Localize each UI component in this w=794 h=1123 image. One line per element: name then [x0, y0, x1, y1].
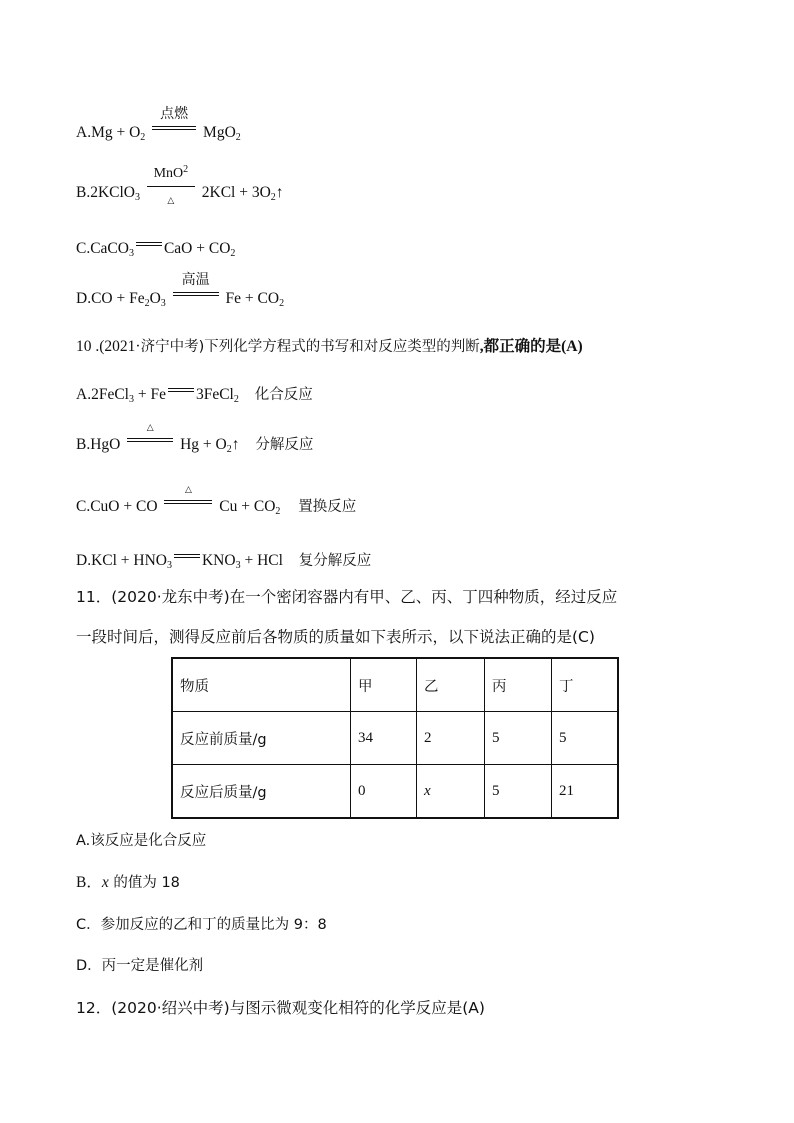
reaction-arrow: MnO$^2$ △: [147, 177, 195, 197]
table-row: 反应前质量/g 34 2 5 5: [172, 712, 618, 765]
option-9a: $A.Mg + O_2$ 点燃 MgO$_2$: [76, 106, 241, 143]
reaction-arrow: 点燃: [152, 117, 196, 137]
option-11c: C．参加反应的乙和丁的质量比为 9：8: [76, 917, 327, 933]
mass-table: [171, 657, 619, 819]
reaction-arrow: 高温: [173, 283, 219, 303]
option-10b: B.HgO △ $Hg + O_2↑$ 分解反应: [76, 423, 314, 455]
table-row: 反应后质量/g 0 x 5 21: [172, 765, 618, 819]
question-12-stem: 12．(2020·绍兴中考)与图示微观变化相符的化学反应是(A): [76, 999, 485, 1017]
option-10c: C.CuO + CO △ $Cu + CO_2$ 置换反应: [76, 485, 357, 517]
reaction-equals: [136, 233, 162, 253]
option-9b: B.2KClO$_3$ MnO$^2$ △ $2KCl + 3O_2↑$: [76, 164, 284, 206]
option-9c: C.CaCO$_3$ CaO + $CO_2$: [76, 233, 235, 259]
reaction-equals: [174, 545, 200, 565]
question-10-stem: 10 .(2021·济宁中考)下列化学方程式的书写和对反应类型的判断,都正确的是(A): [76, 338, 583, 355]
option-11a: A.该反应是化合反应: [76, 833, 207, 849]
option-10a: A.2FeCl$_3$ + Fe 3FeCl$_2$ 化合反应: [76, 379, 313, 405]
option-10d: $D.KCl + HNO_3$ $KNO_3$ + HCl 复分解反应: [76, 545, 371, 571]
reaction-equals: [168, 379, 194, 399]
option-11d: D．丙一定是催化剂: [76, 958, 204, 974]
option-11b: B．x 的值为 18: [76, 874, 180, 891]
question-11-line1: 11．(2020·龙东中考)在一个密闭容器内有甲、乙、丙、丁四种物质，经过反应: [76, 588, 618, 606]
table-row: 物质 甲 乙 丙 丁: [172, 658, 618, 712]
question-11-line2: 一段时间后，测得反应前后各物质的质量如下表所示，以下说法正确的是(C): [76, 628, 595, 646]
reaction-arrow: △: [164, 491, 212, 511]
option-9d: $D.CO + Fe_2O_3$ 高温 $Fe + CO_2$: [76, 272, 285, 309]
reaction-arrow: △: [127, 429, 173, 449]
